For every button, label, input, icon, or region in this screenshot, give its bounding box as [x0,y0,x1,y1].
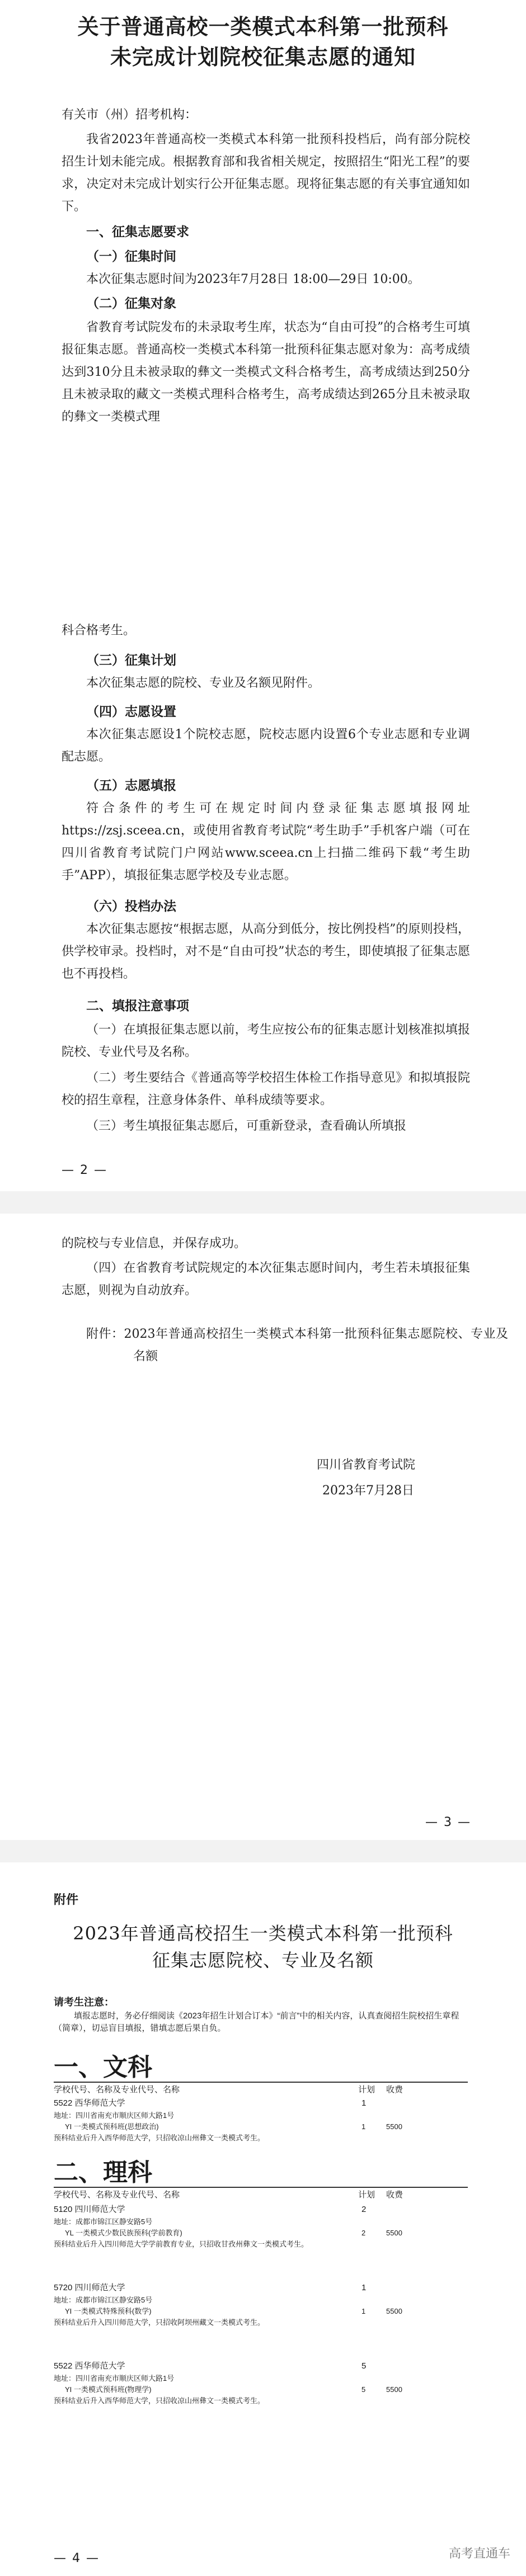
page-number-3: — 3 — [425,1815,471,1829]
page-2 [0,610,526,1191]
issuer: 四川省教育考试院 [317,1458,416,1472]
subsection-1-text: 本次征集志愿时间为2023年7月28日 18:00—29日 10:00。 [86,272,420,286]
subsection-5-text: 符合条件的考生可在规定时间内登录征集志愿填报网址https://zsj.sceea.cn，或使用省教育考试院“考生助手”手机客户端（可在四川省教育考试院门户网站www.sceea.cn上扫描二维码下载“考生助手”APP），填报征集志愿学校及专业志愿。 [62,801,470,883]
notice-title-line2: 未完成计划院校征集志愿的通知 [110,44,416,69]
annex-label: 附件 [54,1893,79,1907]
wen-major-fee: 5500 [386,2122,402,2131]
li-major-fee: 5500 [386,2307,402,2315]
li-address: 地址：四川省南充市顺庆区师大路1号 [54,2374,175,2382]
rule [54,2187,468,2188]
li-school: 5120 四川师范大学 [54,2205,125,2214]
subsection-1-heading: （一）征集时间 [86,249,176,264]
page-number-2: — 2 — [62,1163,107,1177]
li-major: YL 一类模式少数民族预科(学前教育) [65,2229,182,2237]
li-plan: 2 [361,2205,367,2214]
note-1: （一）在填报征集志愿以前，考生应按公布的征集志愿计划核准拟填报院校、专业代号及名称。 [62,1023,470,1059]
li-major-fee: 5500 [386,2229,402,2237]
section-2-heading: 二、填报注意事项 [86,999,189,1013]
li-major-plan: 5 [361,2385,366,2394]
li-school: 5522 西华师范大学 [54,2361,125,2371]
wen-remark: 预科结业后升入西华师范大学，只招收凉山州彝文一类模式考生。 [54,2134,265,2142]
col-fee: 收费 [386,2085,403,2094]
subsection-3-heading: （三）征集计划 [86,653,176,668]
subsection-3-text: 本次征集志愿的院校、专业及名额见附件。 [86,676,321,690]
li-major-fee: 5500 [386,2385,402,2394]
notice-head: 请考生注意： [54,1997,114,2008]
li-school: 5720 四川师范大学 [54,2283,125,2292]
page3-continuation: 的院校与专业信息，并保存成功。 [62,1237,247,1251]
li-remark: 预科结业后升入四川师范大学学前教育专业，只招收甘孜州彝文一类模式考生。 [54,2240,309,2248]
li-plan: 1 [361,2283,367,2292]
note-2: （二）考生要结合《普通高等学校招生体检工作指导意见》和拟填报院校的招生章程，注意身体条件、单科成绩等要求。 [62,1071,470,1107]
col-fee: 收费 [386,2190,403,2200]
note-4: （四）在省教育考试院规定的本次征集志愿时间内，考生若未填报征集志愿，则视为自动放弃。 [62,1261,470,1298]
wen-school: 5522 西华师范大学 [54,2098,125,2108]
col-school: 学校代号、名称及专业代号、名称 [54,2190,180,2200]
section-li: 二、理科 [54,2159,152,2186]
subsection-6-heading: （六）投档办法 [86,899,176,914]
col-plan: 计划 [358,2190,375,2200]
wen-major-plan: 1 [361,2122,366,2131]
notice-text: 填报志愿时，务必仔细阅读《2023年招生计划合订本》“前言”中的相关内容，认真查阅招生院校招生章程（简章），切忌盲目填报，错填志愿后果自负。 [54,2011,459,2033]
intro-paragraph: 我省2023年普通高校一类模式本科第一批预科投档后，尚有部分院校招生计划未能完成。根据教育部和我省相关规定，按照招生“阳光工程”的要求，决定对未完成计划实行公开征集志愿。现将征集志愿的有关事宜通知如下。 [62,133,470,214]
li-major-plan: 1 [361,2307,366,2315]
li-remark: 预科结业后升入西华师范大学，只招收凉山州彝文一类模式考生。 [54,2396,265,2405]
li-remark: 预科结业后升入四川师范大学，只招收阿坝州藏文一类模式考生。 [54,2318,265,2327]
li-major: YI 一类模式特殊预科(数学) [65,2307,152,2315]
wen-plan: 1 [361,2098,367,2108]
wen-major: YI 一类模式预科班(思想政治) [65,2122,159,2131]
col-school: 学校代号、名称及专业代号、名称 [54,2085,180,2094]
li-major-plan: 2 [361,2229,366,2237]
rule [54,2082,468,2083]
notice-title-line1: 关于普通高校一类模式本科第一批预科 [77,14,449,39]
page-number-4: — 4 — [54,2551,100,2565]
note-3: （三）考生填报征集志愿后，可重新登录，查看确认所填报 [86,1119,407,1133]
page-3 [0,1214,526,1840]
annex-title-line1: 2023年普通高校招生一类模式本科第一批预科 [73,1923,453,1944]
issue-date: 2023年7月28日 [322,1484,414,1498]
page-separator [0,1840,526,1862]
page2-continuation: 科合格考生。 [62,624,136,638]
subsection-5-heading: （五）志愿填报 [86,778,176,793]
attachment-line: 附件：2023年普通高校招生一类模式本科第一批预科征集志愿院校、专业及名额 [86,1327,508,1364]
subsection-6-text: 本次征集志愿按“根据志愿，从高分到低分，按比例投档”的原则投档，供学校审录。投档时，对不是“自由可投”状态的考生，即使填报了征集志愿也不再投档。 [62,922,470,981]
li-major: YI 一类模式预科班(物理学) [65,2385,152,2394]
wen-address: 地址：四川省南充市顺庆区师大路1号 [54,2111,175,2120]
subsection-2-text: 省教育考试院发布的未录取考生库，状态为“自由可投”的合格考生可填报征集志愿。普通高校一类模式本科第一批预科征集志愿对象为：高考成绩达到310分且未被录取的彝文一类模式文科合格考生，高考成绩达到250分且未被录取的藏文一类模式理科合格考生，高考成绩达到265分且未被录取的彝文一类模式理 [62,320,470,424]
subsection-2-heading: （二）征集对象 [86,296,176,311]
section-1-heading: 一、征集志愿要求 [86,225,189,239]
col-plan: 计划 [358,2085,375,2094]
li-plan: 5 [361,2361,367,2371]
page-separator [0,1191,526,1214]
salutation: 有关市（州）招考机构： [62,108,198,122]
watermark: 高考直通车 [448,2546,510,2560]
li-address: 地址：成都市锦江区静安路5号 [54,2218,153,2226]
subsection-4-text: 本次征集志愿设1个院校志愿，院校志愿内设置6个专业志愿和专业调配志愿。 [62,728,470,764]
li-address: 地址：成都市锦江区静安路5号 [54,2296,153,2304]
section-wen: 一、文科 [54,2054,152,2081]
annex-title-line2: 征集志愿院校、专业及名额 [152,1950,374,1971]
page-1 [0,0,526,610]
subsection-4-heading: （四）志愿设置 [86,704,176,719]
page-4 [0,1862,526,2576]
